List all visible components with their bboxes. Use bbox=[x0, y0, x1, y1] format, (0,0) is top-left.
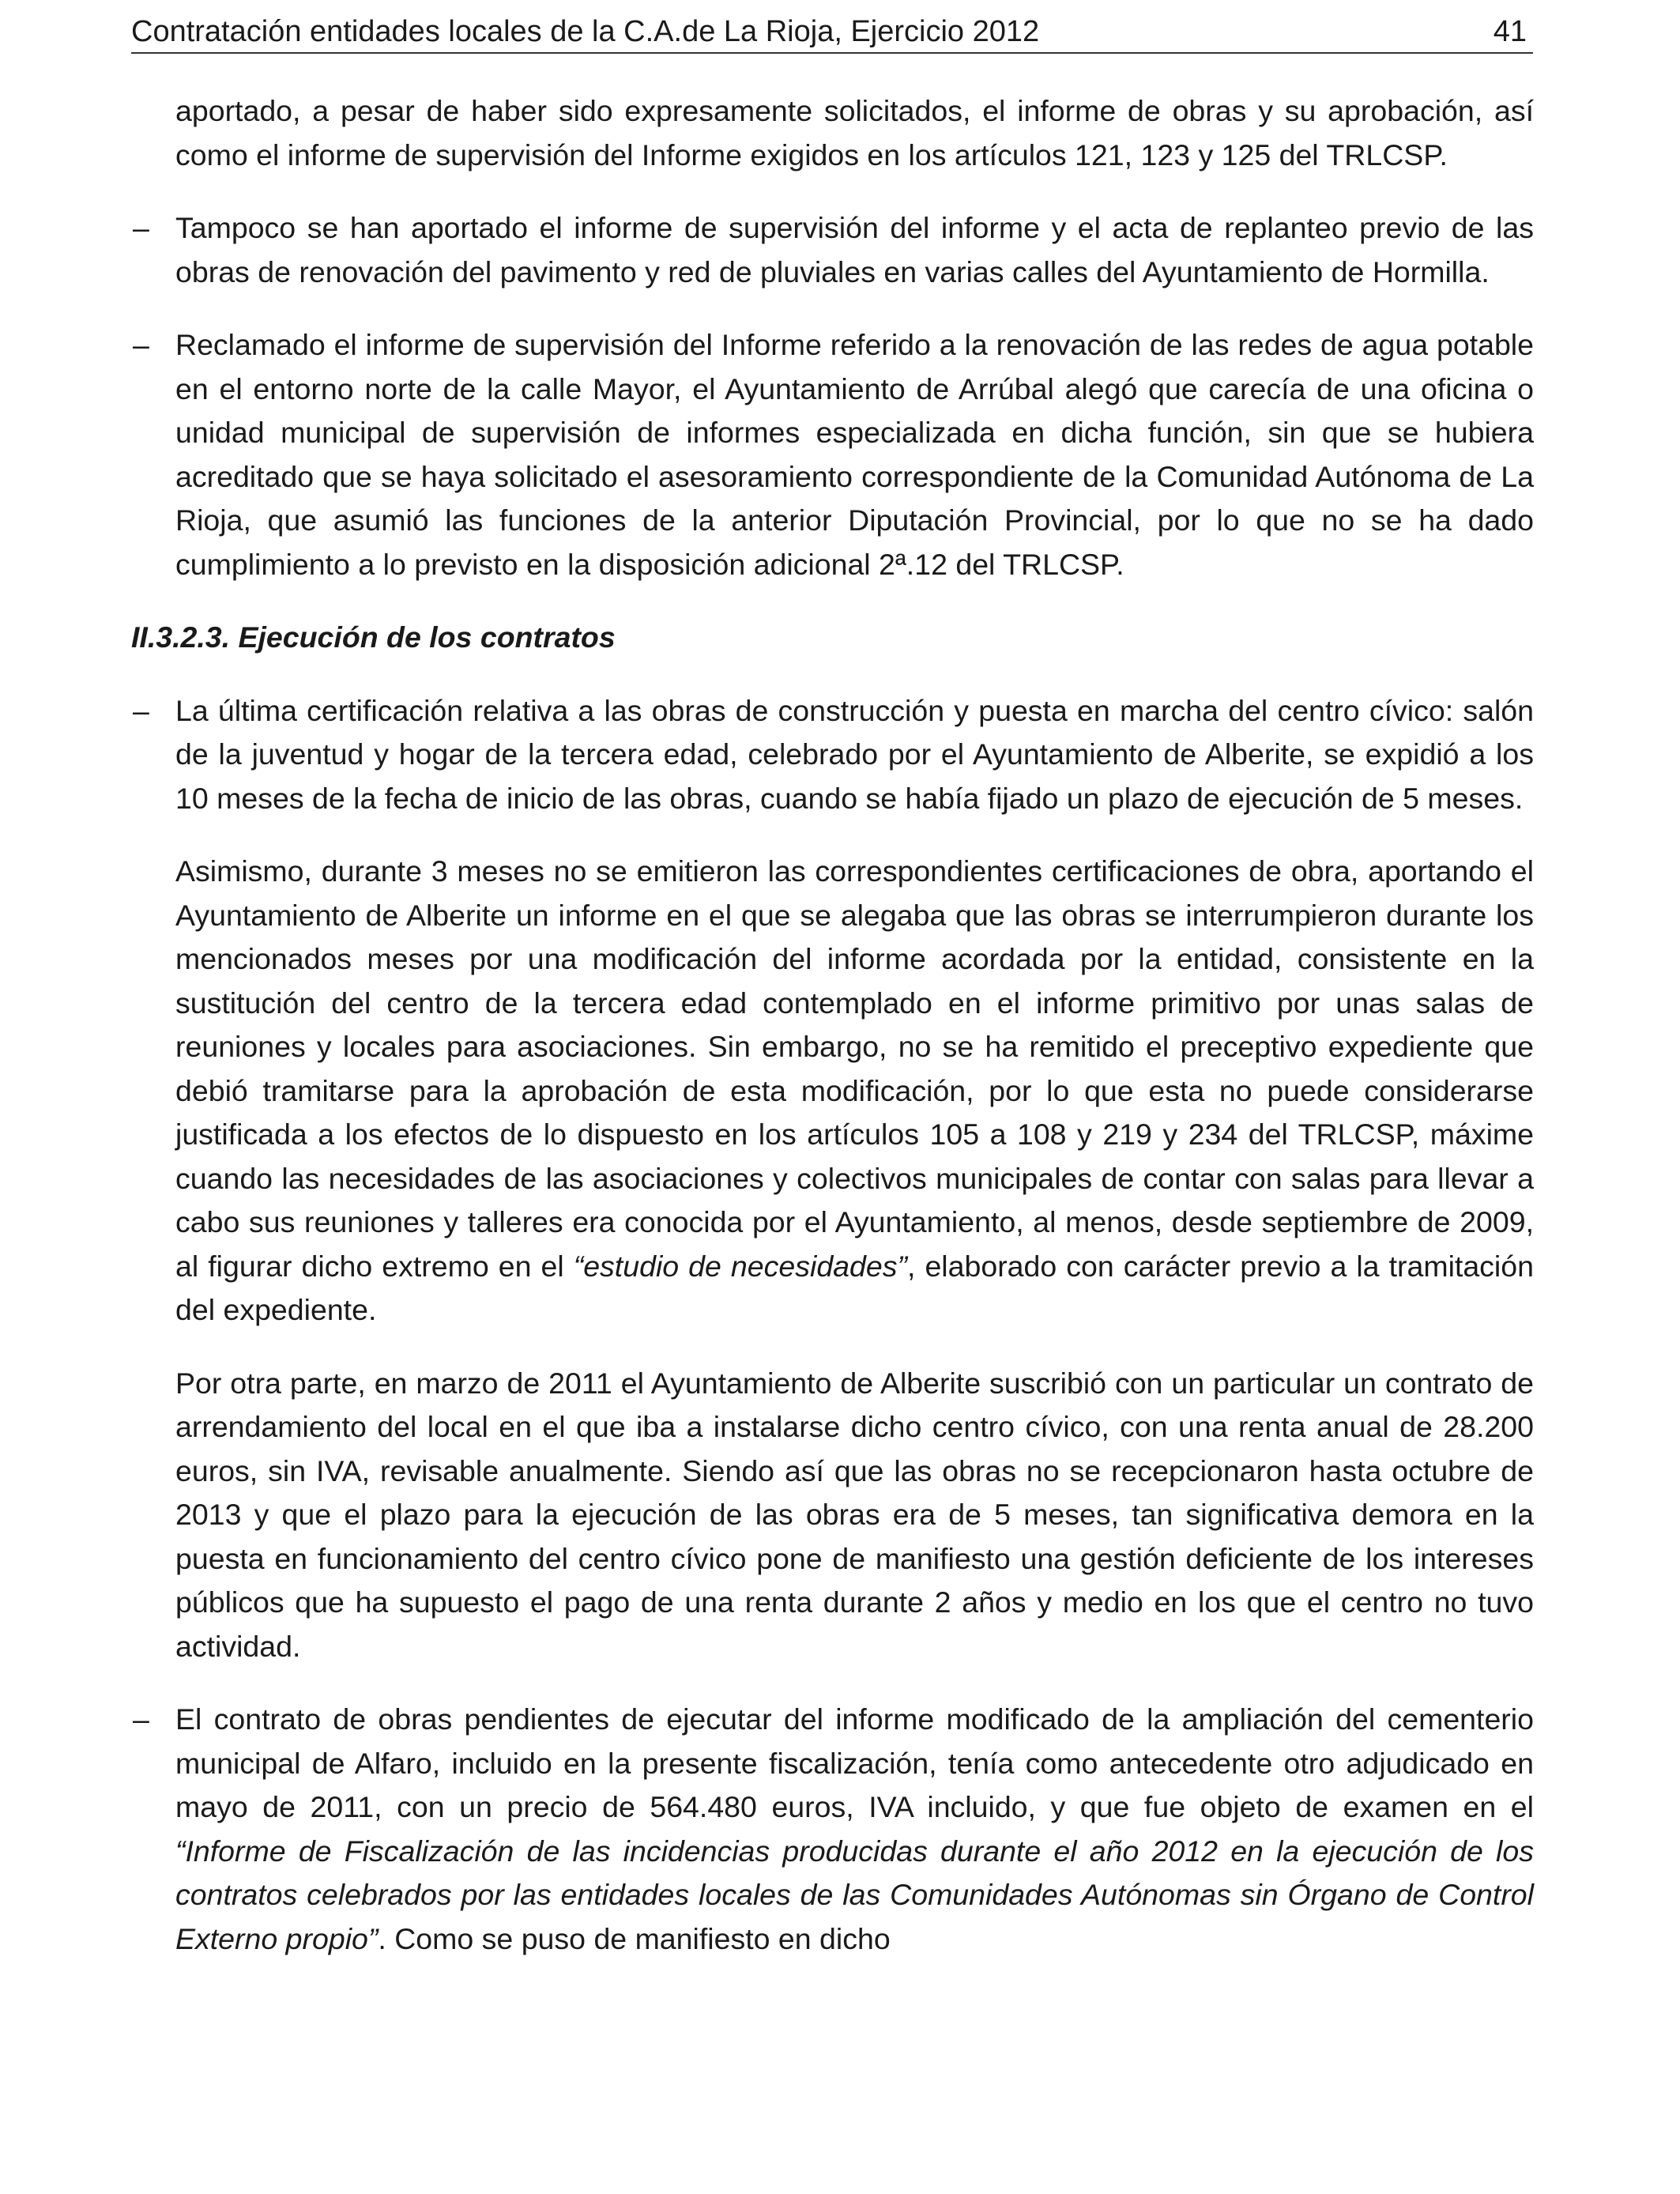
quoted-italic-text: “estudio de necesidades” bbox=[573, 1249, 907, 1283]
page-header bbox=[131, 11, 1533, 54]
bullet-text bbox=[175, 1702, 1534, 1955]
continuation-paragraph: aportado, a pesar de haber sido expresamente solicitados, el informe de obras y su aprobación, así como el informe de supervisión del Informe exigidos en los artículos 121, 123 y 125 del TRLCSP. bbox=[175, 94, 1534, 172]
paragraph-text: Asimismo, durante 3 meses no se emitieron las correspondientes certificaciones de obra, aportando el Ayuntamiento de Alberite un informe en el que se alegaba que las obras se interrumpieron durante los mencionados meses por una modificación del informe acordada por la entidad, consistente en la sustitución del centro de la tercera edad contemplado en el informe primitivo por unas salas de reuniones y locales para asociaciones. Sin embargo, no se ha remitido el preceptivo expediente que debió tramitarse para la aprobación de esta modificación, por lo que esta no puede considerarse justificada a los efectos de lo dispuesto en los artículos 105 a 108 y 219 y 234 del TRLCSP, máxime cuando las necesidades de las asociaciones y colectivos municipales de contar con salas para llevar a cabo sus reuniones y talleres era conocida por el Ayuntamiento, al menos, desde septiembre de 2009, al figurar dicho extremo en el bbox=[175, 854, 1534, 1283]
paragraph-text: . Como se puso de manifiesto en dicho bbox=[378, 1921, 891, 1955]
bullet-text: Reclamado el informe de supervisión del Informe referido a la renovación de las redes de agua potable en el entorno norte de la calle Mayor, el Ayuntamiento de Arrúbal alegó que carecía de una oficina o unidad municipal de supervisión de informes especializada en dicha función, sin que se hubiera acreditado que se haya solicitado el asesoramiento correspondiente de la Comunidad Autónoma de La Rioja, que asumió las funciones de la anterior Diputación Provincial, por lo que no se ha dado cumplimiento a lo previsto en la disposición adicional 2ª.12 del TRLCSP. bbox=[175, 328, 1534, 581]
dash-bullet-icon: – bbox=[133, 328, 149, 361]
bullet-item-hormilla bbox=[131, 206, 1534, 294]
paragraph-por-otra-parte: Por otra parte, en marzo de 2011 el Ayuntamiento de Alberite suscribió con un particular un contrato de arrendamiento del local en el que iba a instalarse dicho centro cívico, con una renta anual de 28.200 euros, sin IVA, revisable anualmente. Siendo así que las obras no se recepcionaron hasta octubre de 2013 y que el plazo para la ejecución de las obras era de 5 meses, tan significativa demora en la puesta en funcionamiento del centro cívico pone de manifiesto una gestión deficiente de los intereses públicos que ha supuesto el pago de una renta durante 2 años y medio en los que el centro no tuvo actividad. bbox=[175, 1366, 1534, 1663]
bullet-text: Tampoco se han aportado el informe de supervisión del informe y el acta de replanteo previo de las obras de renovación del pavimento y red de pluviales en varias calles del Ayuntamiento de Hormilla. bbox=[175, 211, 1534, 288]
dash-bullet-icon: – bbox=[133, 693, 149, 727]
paragraph-asimismo bbox=[175, 850, 1534, 1333]
paragraph-text: El contrato de obras pendientes de ejecutar del informe modificado de la ampliación del cementerio municipal de Alfaro, incluido en la presente fiscalización, tenía como antecedente otro adjudicado en mayo de 2011, con un precio de 564.480 euros, IVA incluido, y que fue objeto de examen en el bbox=[175, 1702, 1534, 1823]
bullet-item-alfaro bbox=[131, 1698, 1534, 1961]
dash-bullet-icon: – bbox=[133, 211, 149, 244]
document-body bbox=[131, 89, 1534, 1990]
paragraph-text: , elaborado con carácter previo a la tramitación del expediente. bbox=[175, 1249, 1534, 1326]
header-title: Contratación entidades locales de la C.A.de La Rioja, Ejercicio 2012 bbox=[131, 15, 1040, 48]
section-heading: II.3.2.3. Ejecución de los contratos bbox=[131, 620, 616, 654]
bullet-text: La última certificación relativa a las obras de construcción y puesta en marcha del centro cívico: salón de la juventud y hogar de la tercera edad, celebrado por el Ayuntamiento de Alberite, se expidió a los 10 meses de la fecha de inicio de las obras, cuando se había fijado un plazo de ejecución de 5 meses. bbox=[175, 693, 1534, 815]
page-number: 41 bbox=[1493, 15, 1527, 48]
bullet-item-alberite bbox=[131, 689, 1534, 821]
dash-bullet-icon: – bbox=[133, 1702, 149, 1736]
bullet-item-arrubal bbox=[131, 323, 1534, 586]
quoted-italic-text: “Informe de Fiscalización de las incidencias producidas durante el año 2012 en la ejecución de los contratos celebrados por las entidades locales de las Comunidades Autónomas sin Órgano de Control Externo propio” bbox=[175, 1834, 1534, 1955]
